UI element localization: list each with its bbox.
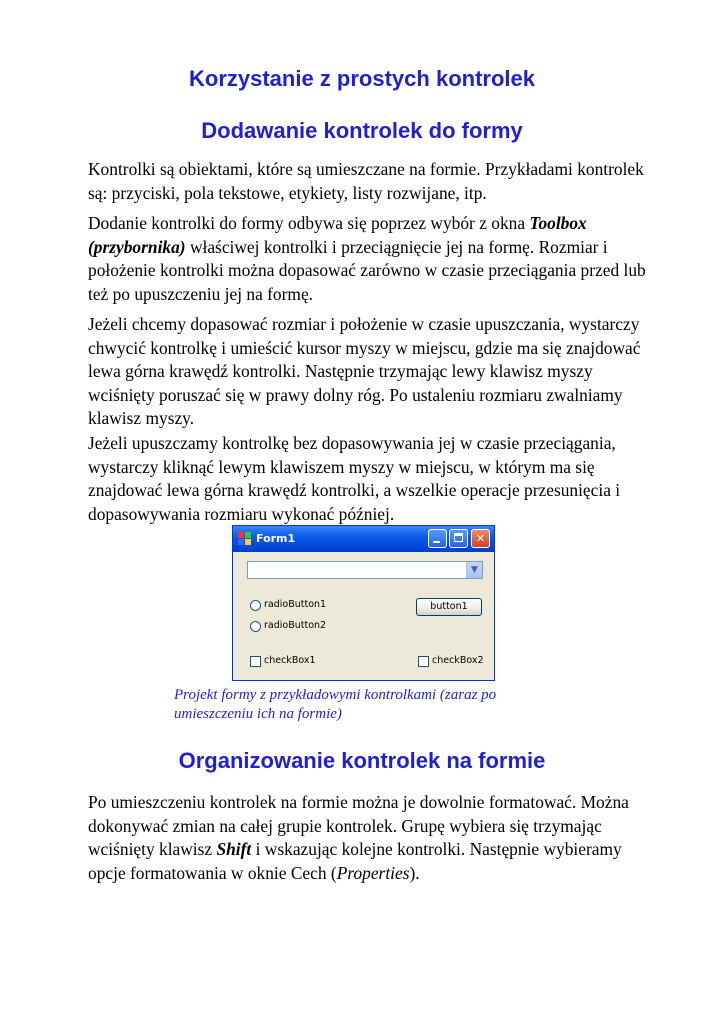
minimize-button[interactable] — [428, 529, 447, 548]
checkbox-2-label: checkBox2 — [432, 655, 484, 666]
form1-titlebar[interactable] — [233, 526, 494, 552]
paragraph-text: i wskazując kolejne kontrolki. Następnie wybieramy opcje formatowania w oknie Cech ( — [88, 839, 622, 883]
document-title: Korzystanie z prostych kontrolek — [189, 66, 535, 91]
form1-title: Form1 — [256, 532, 296, 545]
form1-window — [232, 525, 495, 681]
paragraph-text: Po umieszczeniu kontrolek na formie można je dowolnie formatować. Można dokonywać zmian na całej grupie kontrolek. Grupę wybiera się trzymając wciśnięty klawisz — [88, 792, 629, 860]
paragraph-controls-definition: Kontrolki są obiektami, które są umieszczane na formie. Przykładami kontrolek są: przyciski, pola tekstowe, etykiety, listy rozwijane, itp. — [88, 159, 644, 203]
button1[interactable]: button1 — [416, 598, 482, 616]
combo-dropdown-button[interactable] — [466, 562, 482, 578]
paragraph-formatting-controls — [88, 791, 648, 885]
section-heading-organizing-controls: Organizowanie kontrolek na formie — [178, 748, 546, 773]
properties-term: Properties — [336, 862, 410, 883]
section-heading-adding-controls: Dodawanie kontrolek do formy — [201, 118, 523, 143]
minimize-icon — [433, 541, 440, 543]
radio-button-1-label: radioButton1 — [264, 599, 327, 610]
figure-caption: Projekt formy z przykładowymi kontrolkami (zaraz po umieszczeniu ich na formie) — [174, 687, 497, 722]
chevron-down-icon: ▼ — [471, 565, 478, 575]
checkbox-1[interactable] — [250, 656, 261, 667]
shift-key-term: Shift — [216, 839, 252, 860]
checkbox-1-label: checkBox1 — [264, 655, 316, 666]
checkbox-2[interactable] — [418, 656, 429, 667]
maximize-button[interactable] — [449, 529, 468, 548]
radio-button-2-label: radioButton2 — [264, 620, 327, 631]
maximize-icon — [454, 533, 463, 542]
close-button[interactable] — [471, 529, 490, 548]
combo-box[interactable] — [247, 561, 483, 579]
paragraph-adding-control — [88, 212, 648, 306]
radio-button-2[interactable] — [250, 621, 261, 632]
radio-button-1[interactable] — [250, 600, 261, 611]
toolbox-term: Toolbox (przybornika) — [88, 213, 587, 257]
close-icon: ✕ — [475, 532, 486, 545]
paragraph-text: Dodanie kontrolki do formy odbywa się poprzez wybór z okna — [88, 213, 530, 233]
form-icon — [238, 532, 251, 545]
paragraph-drop-without-resize: Jeżeli upuszczamy kontrolkę bez dopasowywania jej w czasie przeciągania, wystarczy kliknąć lewym klawiszem myszy w miejscu, w którym ma się znajdować lewa górna krawędź kontrolki, a wszelkie operacje przesunięcia i dopasowywania rozmiaru wykonać później. — [88, 433, 621, 524]
paragraph-text: ). — [409, 862, 420, 883]
paragraph-resize-while-dropping: Jeżeli chcemy dopasować rozmiar i położenie w czasie upuszczania, wystarczy chwycić kontrolkę i umieścić kursor myszy w miejscu, gdzie ma się znajdować lewa górna krawędź kontrolki. Następnie trzymając lewy klawisz myszy wciśnięty poruszać się w prawy dolny róg. Po ustaleniu rozmiaru zwalniamy klawisz myszy. — [88, 314, 641, 429]
paragraph-text: właściwej kontrolki i przeciągnięcie jej na formę. Rozmiar i położenie kontrolki można dopasować zarówno w czasie przeciągania przed lub też po upuszczeniu jej na formę. — [88, 236, 646, 304]
